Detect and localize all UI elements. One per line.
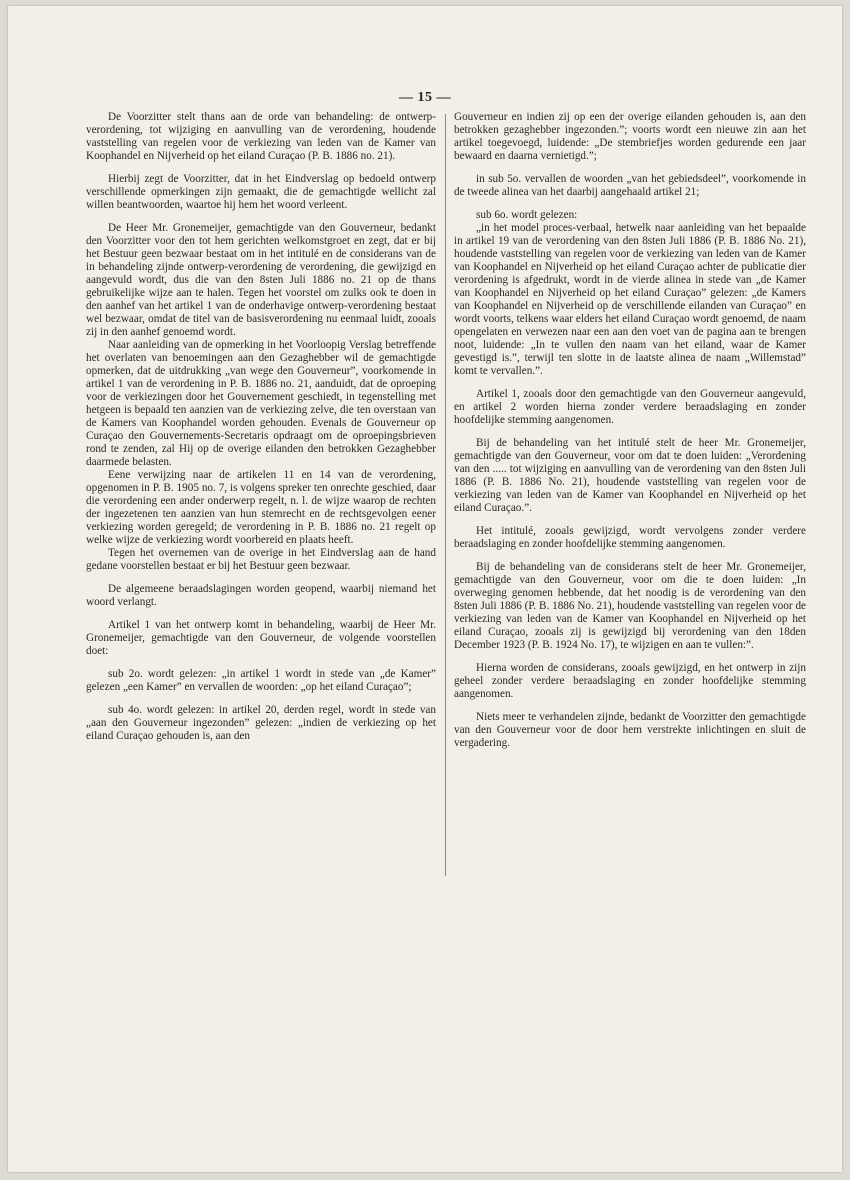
right-column	[454, 111, 806, 760]
paragraph: in sub 5o. vervallen de woorden „van het gebiedsdeel”, voorkomende in de tweede alinea van het daarbij aangehaald artikel 21;	[454, 173, 806, 198]
paragraph: Artikel 1, zooals door den gemachtigde van den Gouverneur aangevuld, en artikel 2 worden hierna zonder verdere beraadslaging en zonder hoofdelijke stemming aangenomen.	[454, 388, 806, 426]
paragraph: Artikel 1 van het ontwerp komt in behandeling, waarbij de Heer Mr. Gronemeijer, gemachtigde van den Gouverneur, de volgende voorstellen doet:	[86, 619, 436, 657]
paragraph: De Voorzitter stelt thans aan de orde van behandeling: de ontwerp-verordening, tot wijziging en aanvulling van de verordening, houdende vaststelling van regelen voor de verkiezing van leden van de Kamer van Koophandel en Nijverheid op het eiland Curaçao (P. B. 1886 no. 21).	[86, 111, 436, 162]
paragraph: sub 6o. wordt gelezen:	[476, 209, 578, 221]
paragraph: Hierna worden de considerans, zooals gewijzigd, en het ontwerp in zijn geheel zonder verdere beraadslaging en zonder hoofdelijke stemming aangenomen.	[454, 662, 806, 700]
paragraph: „in het model proces-verbaal, hetwelk naar aanleiding van het bepaalde in artikel 19 van de verordening van den 8sten Juli 1886 (P. B. 1886 No. 21), houdende vaststelling van regelen voor de verkiezing van leden van de Kamer van Koophandel en Nijverheid op het eiland Curaçao achter de publicatie dier verordening is afgedrukt, wordt in de vierde alinea in stede van „de Kamer van Koophandel en Nijverheid op het eiland Curaçao” gelezen: „de Kamers van Koophandel en Nijverheid op de verschillende eilanden van Curaçao” en wordt voorts, telkens waar elders het eiland Curaçao wordt genoemd, de naam opengelaten en verwezen naar een aan den voet van de pagina aan te brengen noot, luidende: „In te vullen den naam van het eiland, waar de Kamer gevestigd is.”, terwijl ten slotte in de laatste alinea de naam „Willemstad” komt te vervallen.”.	[454, 222, 806, 377]
paragraph: Gouverneur en indien zij op een der overige eilanden gehouden is, aan den betrokken gezaghebber ingezonden.”; voorts wordt een nieuwe zin aan het artikel toegevoegd, luidende: „De stembriefjes worden gedurende een jaar bewaard en daarna vernietigd.”;	[454, 111, 806, 162]
paragraph: Bij de behandeling van de considerans stelt de heer Mr. Gronemeijer, gemachtigde van den Gouverneur, voor om die te doen luiden: „In overweging genomen hebbende, dat het noodig is de verordening van den 8sten Juli 1886 (P. B. 1886 No. 21), houdende vaststelling van regelen voor de verkiezing van leden van de Kamer van Koophandel en Nijverheid op het eiland Curaçao, zooals zij is gewijzigd bij verordening van den 18den December 1923 (P. B. 1924 No. 17), te wijzigen en aan te vullen:”.	[454, 561, 806, 651]
column-divider	[445, 114, 446, 876]
paragraph: Niets meer te verhandelen zijnde, bedankt de Voorzitter den gemachtigde van den Gouverneur voor de door hem verstrekte inlichtingen en sluit de vergadering.	[454, 711, 806, 749]
left-column	[86, 111, 436, 753]
paragraph: De algemeene beraadslagingen worden geopend, waarbij niemand het woord verlangt.	[86, 583, 436, 608]
paragraph: Het intitulé, zooals gewijzigd, wordt vervolgens zonder verdere beraadslaging en zonder hoofdelijke stemming aangenomen.	[454, 525, 806, 550]
paragraph: Bij de behandeling van het intitulé stelt de heer Mr. Gronemeijer, gemachtigde van den Gouverneur, voor om dat te doen luiden: „Verordening van den ..... tot wijziging en aanvulling van de verordening van den 8sten Juli 1886 (P. B. 1886 No. 21), houdende vaststelling van regelen voor de verkiezing van leden van de Kamer van Koophandel en Nijverheid op het eiland Curaçao.”.	[454, 437, 806, 514]
paragraph: De Heer Mr. Gronemeijer, gemachtigde van den Gouverneur, bedankt den Voorzitter voor den tot hem gerichten welkomstgroet en zegt, dat er bij het Bestuur geen bezwaar bestaat om in het intitulé en de considerans van de in behandeling zijnde ontwerp-verordening de verordening, die gewijzigd en aangevuld wordt, dus die van den 8sten Juli 1886 no. 21 op de thans gebruikelijke wijze aan te halen. Tegen het voorstel om zulks ook te doen in den aanhef van het artikel 1 van de onderhavige ontwerp-verordening bestaat wel bezwaar, omdat de titel van de basisverordening nu eenmaal luidt, zooals zij in den aanhef genoemd wordt.	[86, 222, 436, 338]
paragraph: Tegen het overnemen van de overige in het Eindverslag aan de hand gedane voorstellen bestaat er bij het Bestuur geen bezwaar.	[86, 547, 436, 572]
paragraph: Naar aanleiding van de opmerking in het Voorloopig Verslag betreffende het overlaten van benoemingen aan den Gezaghebber wil de gemachtigde opmerken, dat de uitdrukking „van wege den Gouverneur”, voorkomende in artikel 1 van de verordening in P. B. 1886 no. 21, aanduidt, dat de oproeping voor de verkiezingen door het Gouvernement geschiedt, in tegenstelling met hetgeen is bepaald ten aanzien van de verkiezing zelve, die ten overstaan van de Kamers van Koophandel worden gehouden. Evenals de Gouverneur op Curaçao den Gouvernements-Secretaris opdraagt om de oproepingsbrieven rond te zenden, zal Hij op de overige eilanden den betrokken Gezaghebber daarmede belasten.	[86, 339, 436, 468]
paragraph: Eene verwijzing naar de artikelen 11 en 14 van de verordening, opgenomen in P. B. 1905 no. 7, is volgens spreker ten onrechte geschied, daar die verordening een ander onderwerp regelt, n. l. de wijze waarop de rechten der ingezetenen ten aanzien van hun stemrecht en de rechtsgevolgen eener verkiezing worden geregeld; de verordening in P. B. 1886 no. 21 regelt op welke wijze de verkiezing wordt voorbereid en plaats heeft.	[86, 469, 436, 546]
document-page	[8, 6, 842, 1172]
page-number: — 15 —	[399, 90, 451, 105]
paragraph: Hierbij zegt de Voorzitter, dat in het Eindverslag op bedoeld ontwerp verschillende opmerkingen zijn gemaakt, die de gemachtigde wellicht zal willen beantwoorden, waartoe hij hem het woord verleent.	[86, 173, 436, 211]
paragraph: sub 2o. wordt gelezen: „in artikel 1 wordt in stede van „de Kamer” gelezen „een Kamer” en vervallen de woorden: „op het eiland Curaçao”;	[86, 668, 436, 693]
paragraph: sub 4o. wordt gelezen: in artikel 20, derden regel, wordt in stede van „aan den Gouverneur ingezonden” gelezen: „indien de verkiezing op het eiland Curaçao gehouden is, aan den	[86, 704, 436, 742]
